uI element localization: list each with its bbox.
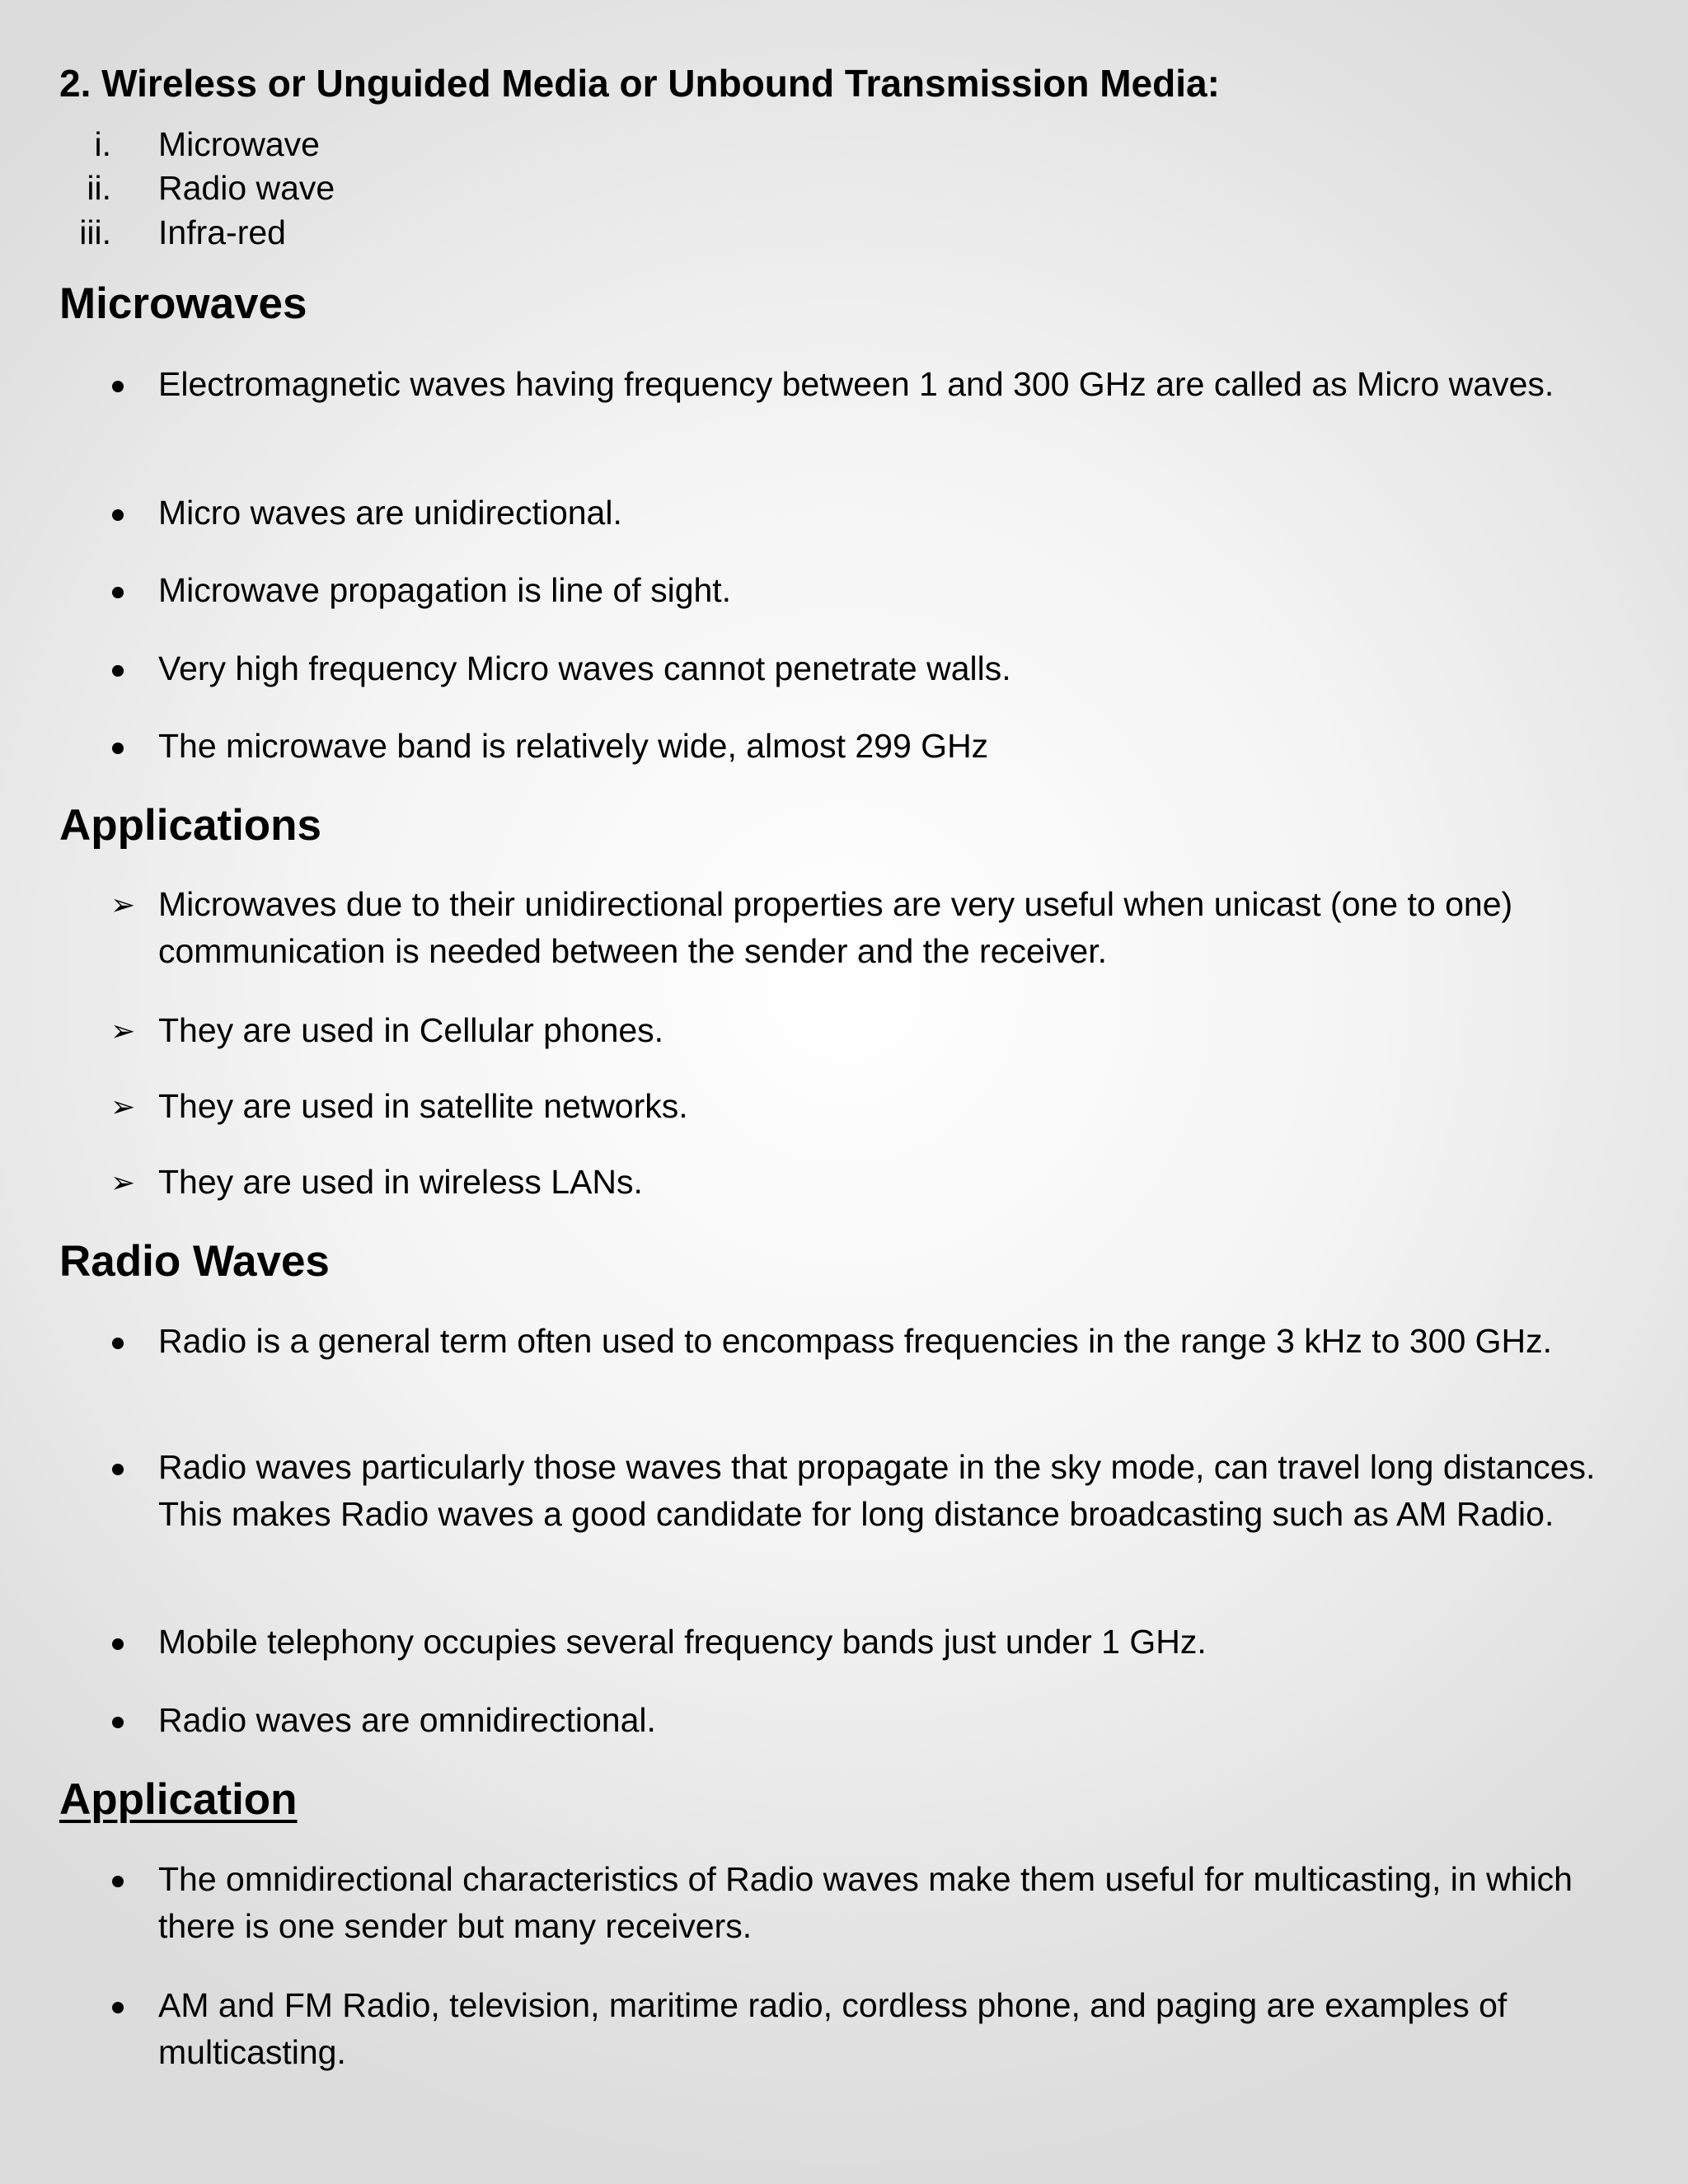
bullet-text: They are used in wireless LANs. (158, 1163, 643, 1201)
bullet-text: Electromagnetic waves having frequency between 1 and 300 GHz are called as Micro waves. (158, 365, 1554, 403)
list-item: Microwave (158, 125, 320, 163)
bullet-text: They are used in satellite networks. (158, 1087, 688, 1125)
bullet-icon (112, 381, 124, 392)
bullet-icon (112, 1638, 124, 1650)
list-number: iii. (79, 213, 111, 251)
bullet-text: Radio waves are omnidirectional. (158, 1701, 656, 1739)
bullet-text: Very high frequency Micro waves cannot penetrate walls. (158, 649, 1011, 687)
list-number: ii. (87, 169, 111, 207)
bullet-text: Mobile telephony occupies several frequency bands just under 1 GHz. (158, 1623, 1207, 1661)
heading-radio-waves: Radio Waves (59, 1237, 330, 1286)
bullet-text: Radio is a general term often used to encompass frequencies in the range 3 kHz to 300 GHz. (158, 1322, 1553, 1360)
arrow-bullet-icon: ➢ (110, 1014, 136, 1047)
bullet-text: Radio waves particularly those waves that propagate in the sky mode, can travel long distances. This makes Radio waves a good candidate for long distance broadcasting such as AM Radio. (158, 1448, 1596, 1533)
bullet-text: AM and FM Radio, television, maritime radio, cordless phone, and paging are examples of multicasting. (158, 1986, 1507, 2071)
list-number: i. (94, 125, 111, 163)
bullet-text: Microwave propagation is line of sight. (158, 571, 732, 609)
heading-microwaves: Microwaves (59, 279, 307, 328)
bullet-text: Micro waves are unidirectional. (158, 494, 622, 532)
list-item: Infra-red (158, 213, 286, 251)
bullet-icon (112, 1338, 124, 1349)
bullet-text: Microwaves due to their unidirectional properties are very useful when unicast (one to one) communication is needed between the sender and the receiver. (158, 885, 1513, 970)
bullet-icon (112, 743, 124, 754)
arrow-bullet-icon: ➢ (110, 1165, 136, 1199)
bullet-icon (112, 509, 124, 521)
section-title: 2. Wireless or Unguided Media or Unbound Transmission Media: (59, 62, 1220, 105)
bullet-icon (112, 1876, 124, 1887)
heading-applications: Applications (59, 801, 322, 850)
bullet-text: They are used in Cellular phones. (158, 1011, 664, 1049)
bullet-icon (112, 2002, 124, 2013)
bullet-icon (112, 1464, 124, 1475)
bullet-icon (112, 665, 124, 677)
heading-application: Application (59, 1775, 298, 1824)
bullet-text: The omnidirectional characteristics of Radio waves make them useful for multicasting, in which there is one sender but many receivers. (158, 1860, 1573, 1945)
arrow-bullet-icon: ➢ (110, 888, 136, 921)
bullet-icon (112, 1717, 124, 1728)
list-item: Radio wave (158, 169, 335, 207)
bullet-icon (112, 587, 124, 598)
arrow-bullet-icon: ➢ (110, 1090, 136, 1123)
bullet-text: The microwave band is relatively wide, almost 299 GHz (158, 727, 989, 765)
